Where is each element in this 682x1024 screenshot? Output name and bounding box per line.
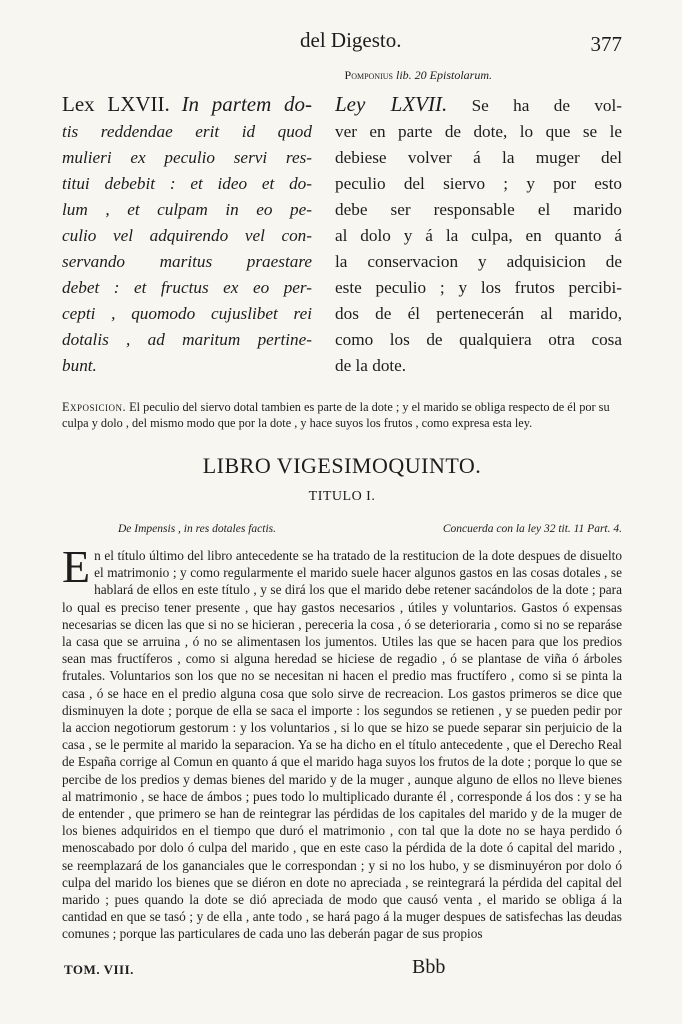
book-heading: LIBRO VIGESIMOQUINTO. <box>202 453 482 478</box>
latin-line: servando maritus praestare <box>62 252 312 271</box>
spanish-lead: Ley LXVII. <box>335 92 448 116</box>
exposicion-text: El peculio del siervo dotal tambien es parte de la dote ; y el marido se obliga respecto de él por su culpa y dolo , del mismo modo que por la dote , y hace suyos los frutos , como expresa esta ley. <box>62 400 610 430</box>
spanish-line: este peculio ; y los frutos percibi- <box>335 278 622 297</box>
spanish-line: al dolo y á la culpa, en quanto á <box>335 226 622 245</box>
latin-lead-italic: In partem do- <box>181 92 312 116</box>
spanish-line: debe ser responsable el marido <box>335 200 622 219</box>
source-author: Pomponius <box>344 68 393 82</box>
latin-first-line <box>62 91 312 119</box>
body-text <box>62 541 622 943</box>
latin-line: mulieri ex peculio servi res- <box>62 148 312 167</box>
latin-line: lum , et culpam in eo pe- <box>62 200 312 219</box>
source-lib: lib. 20 Epistolarum. <box>395 68 492 82</box>
latin-lead: Lex LXVII. <box>62 92 170 116</box>
latin-line: cepti , quomodo cujuslibet rei <box>62 304 312 323</box>
latin-lines <box>62 119 312 379</box>
exposicion-label: Exposicion. <box>62 400 127 414</box>
spanish-line: la conservacion y adquisicion de <box>335 252 622 271</box>
references <box>62 523 622 535</box>
running-title: del Digesto. <box>300 28 402 52</box>
latin-line: bunt. <box>62 356 97 375</box>
spanish-lead-rest: Se ha de vol- <box>471 96 622 115</box>
page-number: 377 <box>590 32 622 56</box>
spanish-line: debiese volver á la muger del <box>335 148 622 167</box>
reference-right: Concuerda con la ley 32 tit. 11 Part. 4. <box>442 523 622 535</box>
spanish-line: dos de él pertenecerán al marido, <box>335 304 622 323</box>
drop-cap: E <box>62 541 91 592</box>
volume-label: TOM. VIII. <box>64 962 134 977</box>
spanish-column <box>335 91 622 379</box>
spanish-line: de la dote. <box>335 356 407 375</box>
title-heading: TITULO I. <box>308 489 376 504</box>
spanish-line: ver en parte de dote, lo que se le <box>335 122 622 141</box>
latin-line: culio vel adquirendo vel con- <box>62 226 312 245</box>
source-citation <box>62 68 622 83</box>
parallel-columns <box>62 91 622 379</box>
page <box>62 18 622 978</box>
latin-line: titui debebit : et ideo et do- <box>62 174 312 193</box>
latin-line: debet : et fructus ex eo per- <box>62 278 312 297</box>
latin-column <box>62 91 312 379</box>
body-paragraph: n el título último del libro antecedente se ha tratado de la restitucion de la dote despues de disuelto el matrimonio ; y como regularmente el marido suele hacer algunos gastos en las cosas dotales , se hablará de ellos en este título , y se dirá los que el marido debe retener sacándolos de la dote ; para lo qual es preciso tener presente , que hay gastos necesarios , útiles y voluntarios. Gastos ó expensas necesarias se dicen las que si no se hicieran , pereceria la cosa , ó se deterioraria , como si no se reparáse la casa que se arruina , ó no se alimentasen los jumentos. Utiles las que se hacen para que los predios sean mas fructíferos , como si alguna heredad se hiciese de regadio , ó se plantase de viña ó árboles frutales. Voluntarios son los que no se necesitan ni hacen el predio mas fructífero , como si se pinta la casa , ó se hace en el predio alguna cosa que solo sirve de recreacion. Los gastos primeros se dice que disminuyen la dote ; porque de ella se saca el importe : los segundos se retienen , y se pueden pedir por la accion negotiorum gestorum : y los voluntarios , si lo que se hizo se puede separar sin perjuicio de la casa , se le permite al marido la separacion. Ya se ha dicho en el título antecedente , que el Derecho Real de España corrige al Comun en quanto á que el marido haga suyos los frutos de la dote ; porque lo que se percibe de los predios y demas bienes del marido y de la muger , aunque alguno de ellos no lleve bienes al matrimonio , se hace de ámbos ; pues todo lo multiplicado durante él , corresponde á los dos : y se ha de entender , que primero se han de reintegrar las pérdidas de los capitales del marido y de la muger de los bienes adquiridos en el tiempo que duró el matrimonio , con tal que la dote no se haya perdido ó menoscabado por dolo ó culpa del marido , que en este caso la pérdida de la dote ó capital del marido , se reemplazará de los gananciales que le correspondan ; y si no los hubo, y se disminuyéron por dolo ó culpa del marido los bienes que se diéron en dote no apreciada , se reintegrará la pérdida del capital del marido ; pues quando la dote se dió apreciada de modo que causó venta , el marido se obliga á la cantidad en que se tasó ; y de ella , ante todo , se hará pago á la muger despues de satisfechas las deudas comunes ; porque las particulares de cada uno las deberán pagar de sus propios <box>62 548 622 942</box>
exposicion-paragraph <box>62 399 622 431</box>
latin-line: dotalis , ad maritum pertine- <box>62 330 312 349</box>
page-header <box>62 18 622 58</box>
spanish-line: como los de qualquiera otra cosa <box>335 330 622 349</box>
latin-line: tis reddendae erit id quod <box>62 122 312 141</box>
signature-mark: Bbb <box>412 956 446 978</box>
spanish-first-line <box>335 91 622 119</box>
reference-left: De Impensis , in res dotales factis. <box>118 523 277 535</box>
spanish-lines <box>335 119 622 379</box>
spanish-line: peculio del siervo ; y por esto <box>335 174 622 193</box>
